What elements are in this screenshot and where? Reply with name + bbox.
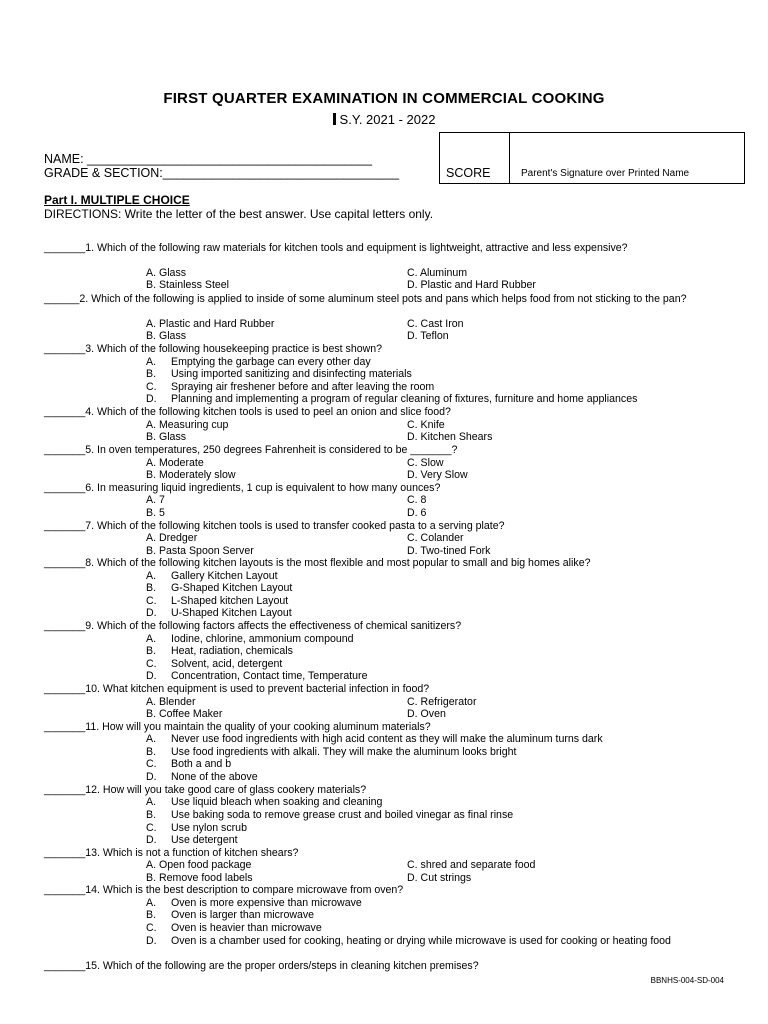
option-text: G-Shaped Kitchen Layout <box>171 582 293 594</box>
document-code: BBNHS-004-SD-004 <box>650 976 724 985</box>
question-13: _______13. Which is not a function of kitchen shears? <box>44 847 299 859</box>
option-1d: D. Plastic and Hard Rubber <box>407 279 536 291</box>
option-1a: A. Glass <box>146 267 187 279</box>
option-3d <box>146 393 637 406</box>
question-10: _______10. What kitchen equipment is used to prevent bacterial infection in food? <box>44 683 430 695</box>
option-4c: C. Knife <box>407 419 445 431</box>
option-6a: A. 7 <box>146 494 165 506</box>
option-1c: C. Aluminum <box>407 267 468 279</box>
option-8c <box>146 595 288 608</box>
option-13c: C. shred and separate food <box>407 859 536 871</box>
option-13d: D. Cut strings <box>407 872 472 884</box>
option-14c <box>146 922 322 935</box>
option-6c: C. 8 <box>407 494 427 506</box>
option-9a <box>146 633 354 646</box>
cursor-bar <box>333 113 336 125</box>
option-letter: C. <box>146 758 157 770</box>
question-15: _______15. Which of the following are the proper orders/steps in cleaning kitchen premises? <box>44 960 479 972</box>
name-line[interactable]: NAME: _________________________________________ <box>44 152 373 166</box>
option-text: Use detergent <box>171 834 238 846</box>
option-text: Both a and b <box>171 758 232 770</box>
option-4a: A. Measuring cup <box>146 419 229 431</box>
option-10c: C. Refrigerator <box>407 696 477 708</box>
option-13a: A. Open food package <box>146 859 252 871</box>
option-12a <box>146 796 382 809</box>
exam-title: FIRST QUARTER EXAMINATION IN COMMERCIAL COOKING <box>163 90 605 107</box>
option-text: Oven is heavier than microwave <box>171 922 322 934</box>
option-letter: A. <box>146 356 157 368</box>
option-3b <box>146 368 412 381</box>
option-1b: B. Stainless Steel <box>146 279 230 291</box>
option-letter: C. <box>146 658 157 670</box>
option-letter: D. <box>146 393 157 405</box>
option-letter: D. <box>146 607 157 619</box>
option-text: Iodine, chlorine, ammonium compound <box>171 633 354 645</box>
option-text: Using imported sanitizing and disinfecting materials <box>171 368 412 380</box>
option-14a <box>146 897 362 910</box>
option-2b: B. Glass <box>146 330 187 342</box>
option-text: L-Shaped kitchen Layout <box>171 595 289 607</box>
option-letter: D. <box>146 935 157 947</box>
option-letter: B. <box>146 746 157 758</box>
question-7: _______7. Which of the following kitchen tools is used to transfer cooked pasta to a serving plate? <box>44 520 505 532</box>
option-text: Use food ingredients with alkali. They will make the aluminum looks bright <box>171 746 517 758</box>
option-3a <box>146 356 371 369</box>
option-14b <box>146 909 314 922</box>
option-12b <box>146 809 513 822</box>
option-letter: B. <box>146 368 157 380</box>
question-14: _______14. Which is the best description to compare microwave from oven? <box>44 884 404 896</box>
option-text: Use liquid bleach when soaking and cleaning <box>171 796 383 808</box>
option-letter: B. <box>146 645 157 657</box>
option-9b <box>146 645 293 658</box>
option-text: Oven is more expensive than microwave <box>171 897 362 909</box>
option-7b: B. Pasta Spoon Server <box>146 545 254 557</box>
option-letter: A. <box>146 733 157 745</box>
option-10d: D. Oven <box>407 708 446 720</box>
option-letter: D. <box>146 670 157 682</box>
option-letter: A. <box>146 633 157 645</box>
option-8b <box>146 582 292 595</box>
option-9c <box>146 658 282 671</box>
option-text: Solvent, acid, detergent <box>171 658 283 670</box>
question-9: _______9. Which of the following factors affects the effectiveness of chemical sanitizers? <box>44 620 462 632</box>
question-6: _______6. In measuring liquid ingredients, 1 cup is equivalent to how many ounces? <box>44 482 441 494</box>
option-letter: B. <box>146 582 157 594</box>
option-2d: D. Teflon <box>407 330 449 342</box>
question-5: _______5. In oven temperatures, 250 degrees Fahrenheit is considered to be _______? <box>44 444 458 456</box>
option-text: Never use food ingredients with high acid content as they will make the aluminum turns dark <box>171 733 603 745</box>
score-box <box>439 132 745 184</box>
question-3: _______3. Which of the following housekeeping practice is best shown? <box>44 343 383 355</box>
option-4b: B. Glass <box>146 431 187 443</box>
option-text: Gallery Kitchen Layout <box>171 570 278 582</box>
question-1: _______1. Which of the following raw materials for kitchen tools and equipment is lightweight, attractive and less expensive? <box>44 242 628 254</box>
option-text: Concentration, Contact time, Temperature <box>171 670 368 682</box>
directions: DIRECTIONS: Write the letter of the best answer. Use capital letters only. <box>44 207 434 221</box>
school-year-text: S.Y. 2021 - 2022 <box>339 112 436 127</box>
part-title-text: Part I. MULTIPLE CHOICE <box>44 193 190 207</box>
option-10a: A. Blender <box>146 696 196 708</box>
option-text: None of the above <box>171 771 258 783</box>
option-2c: C. Cast Iron <box>407 318 464 330</box>
option-14d <box>146 935 731 948</box>
question-2: ______2. Which of the following is applied to inside of some aluminum steel pots and pans which helps food from not sticking to the pan? <box>44 293 687 305</box>
option-3c <box>146 381 434 394</box>
option-11a <box>146 733 603 746</box>
option-9d <box>146 670 367 683</box>
option-5d: D. Very Slow <box>407 469 468 481</box>
option-2a: A. Plastic and Hard Rubber <box>146 318 275 330</box>
option-7a: A. Dredger <box>146 532 198 544</box>
option-letter: C. <box>146 381 157 393</box>
question-11: _______11. How will you maintain the quality of your cooking aluminum materials? <box>44 721 431 733</box>
option-letter: C. <box>146 595 157 607</box>
option-5a: A. Moderate <box>146 457 204 469</box>
option-6b: B. 5 <box>146 507 165 519</box>
option-letter: C. <box>146 822 157 834</box>
score-label: SCORE <box>446 166 491 180</box>
question-12: _______12. How will you take good care of glass cookery materials? <box>44 784 367 796</box>
option-7d: D. Two-tined Fork <box>407 545 491 557</box>
option-text: Use baking soda to remove grease crust and boiled vinegar as final rinse <box>171 809 514 821</box>
option-11c <box>146 758 231 771</box>
option-letter: B. <box>146 909 157 921</box>
option-6d: D. 6 <box>407 507 427 519</box>
option-12c <box>146 822 247 835</box>
question-8: _______8. Which of the following kitchen layouts is the most flexible and most popular to small and big homes alike? <box>44 557 591 569</box>
option-5c: C. Slow <box>407 457 444 469</box>
option-text: Spraying air freshener before and after leaving the room <box>171 381 435 393</box>
option-letter: B. <box>146 809 157 821</box>
option-7c: C. Colander <box>407 532 464 544</box>
option-text: U-Shaped Kitchen Layout <box>171 607 292 619</box>
school-year <box>0 112 768 127</box>
option-letter: A. <box>146 796 157 808</box>
parent-signature-label: Parent's Signature over Printed Name <box>521 168 690 179</box>
option-text: Oven is a chamber used for cooking, heating or drying while microwave is used for cooking or heating food <box>171 935 671 947</box>
option-letter: D. <box>146 771 157 783</box>
option-8a <box>146 570 278 583</box>
option-text: Heat, radiation, chemicals <box>171 645 293 657</box>
option-letter: C. <box>146 922 157 934</box>
grade-section-line[interactable]: GRADE & SECTION:__________________________________ <box>44 166 400 180</box>
option-4d: D. Kitchen Shears <box>407 431 493 443</box>
option-10b: B. Coffee Maker <box>146 708 223 720</box>
option-text: Emptying the garbage can every other day <box>171 356 371 368</box>
question-4: _______4. Which of the following kitchen tools is used to peel an onion and slice food? <box>44 406 451 418</box>
score-box-divider <box>509 133 510 183</box>
option-text: Oven is larger than microwave <box>171 909 315 921</box>
option-letter: A. <box>146 570 157 582</box>
option-12d <box>146 834 238 847</box>
option-text: Planning and implementing a program of regular cleaning of fixtures, furniture and home appliances <box>171 393 638 405</box>
option-11b <box>146 746 516 759</box>
option-8d <box>146 607 292 620</box>
option-letter: D. <box>146 834 157 846</box>
option-letter: A. <box>146 897 157 909</box>
option-11d <box>146 771 258 784</box>
option-text: Use nylon scrub <box>171 822 247 834</box>
option-13b: B. Remove food labels <box>146 872 253 884</box>
option-5b: B. Moderately slow <box>146 469 236 481</box>
part-title <box>44 193 190 207</box>
